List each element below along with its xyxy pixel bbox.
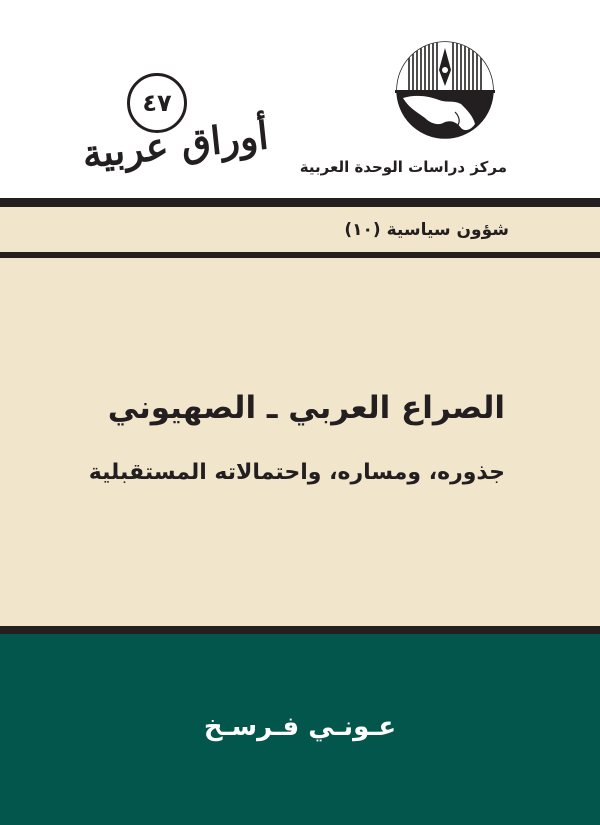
- publisher-logo-block: [375, 40, 515, 140]
- series-name: أوراق عربية: [80, 112, 271, 177]
- title-panel: [0, 258, 600, 626]
- arab-world-map-logo-icon: [395, 40, 495, 140]
- top-divider: [0, 198, 600, 207]
- publisher-name: مركز دراسات الوحدة العربية: [299, 158, 507, 176]
- book-subtitle: جذوره، ومساره، واحتمالاته المستقبلية: [88, 460, 505, 485]
- subseries-band: [0, 207, 600, 252]
- subseries-label: شؤون سياسية (١٠): [344, 220, 509, 240]
- footer-divider: [0, 626, 600, 634]
- author-name: عـونـي فـرسـخ: [203, 712, 397, 742]
- series-number: ٤٧: [142, 89, 172, 117]
- book-title: الصراع العربي ـ الصهيوني: [107, 390, 505, 426]
